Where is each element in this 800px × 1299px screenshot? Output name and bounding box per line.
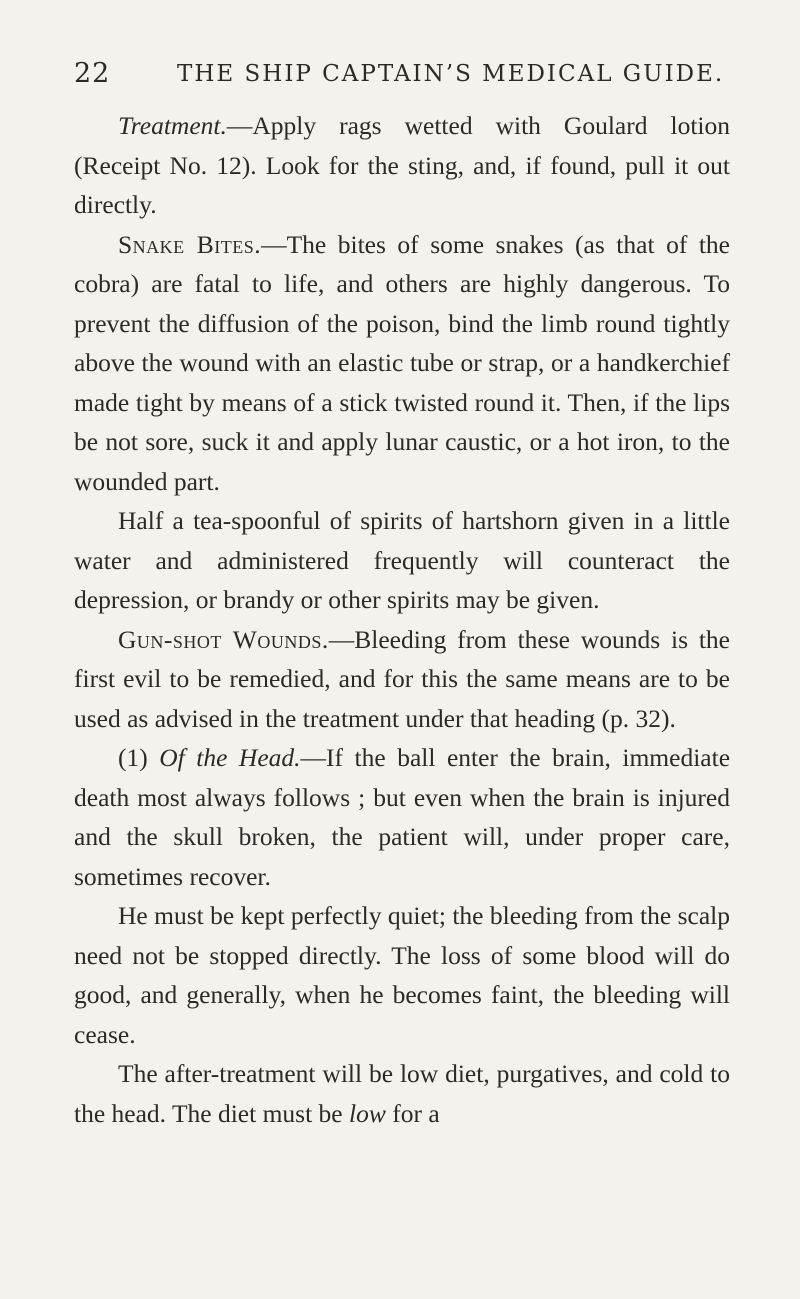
page-number: 22: [74, 58, 111, 89]
snake-bites-heading: Snake Bites.: [118, 229, 262, 259]
treatment-text: —Apply rags wetted with Goulard lotion (Receipt No. 12). Look for the sting, and, if found, pull it out directly.: [74, 111, 730, 219]
kept-quiet-text: He must be kept perfectly quiet; the bleeding from the scalp need not be stopped directly. The loss of some blood will do good, and generally, when he becomes faint, the bleeding will cease.: [74, 901, 730, 1049]
paragraph-snake-bites: [74, 225, 730, 502]
gun-shot-wounds-text: —Bleeding from these wounds is the first evil to be remedied, and for this the same means are to be used as advised in the treatment under that heading (p. 32).: [74, 624, 730, 733]
of-the-head-text: —If the ball enter the brain, immediate death most always follows ; but even when the brain is injured and the skull broken, the patient will, under proper care, sometimes recover.: [74, 743, 731, 891]
page-body: [74, 106, 730, 1133]
running-head: THE SHIP CAPTAIN’S MEDICAL GUIDE.: [177, 61, 725, 87]
paragraph-hartshorn: [74, 501, 730, 620]
paragraph-gun-shot-wounds: [74, 620, 730, 739]
paragraph-after-treatment: [74, 1054, 730, 1133]
low-emphasis: low: [349, 1098, 386, 1128]
page-header: [72, 58, 728, 98]
paragraph-treatment: [74, 106, 730, 225]
paragraph-of-the-head: [74, 738, 730, 896]
snake-bites-text: —The bites of some snakes (as that of the cobra) are fatal to life, and others are highly dangerous. To prevent the diffusion of the poison, bind the limb round tightly above the wound with an elastic tube or strap, or a handkerchief made tight by means of a stick twisted round it. Then, if the lips be not sore, suck it and apply lunar caustic, or a hot iron, to the wounded part.: [74, 229, 730, 496]
of-the-head-number: (1): [118, 743, 148, 772]
paragraph-kept-quiet: [74, 896, 730, 1054]
gun-shot-wounds-heading: Gun-shot Wounds.: [118, 624, 329, 654]
of-the-head-heading: Of the Head.: [159, 743, 301, 772]
hartshorn-text: Half a tea-spoonful of spirits of hartshorn given in a little water and administered frequently will counteract the depression, or brandy or other spirits may be given.: [74, 506, 730, 614]
treatment-heading: Treatment.: [118, 111, 227, 140]
after-treatment-text-end: for a: [385, 1098, 440, 1128]
after-treatment-text-start: The after-treatment will be low diet, purgatives, and cold to the head. The diet must be: [74, 1059, 730, 1128]
